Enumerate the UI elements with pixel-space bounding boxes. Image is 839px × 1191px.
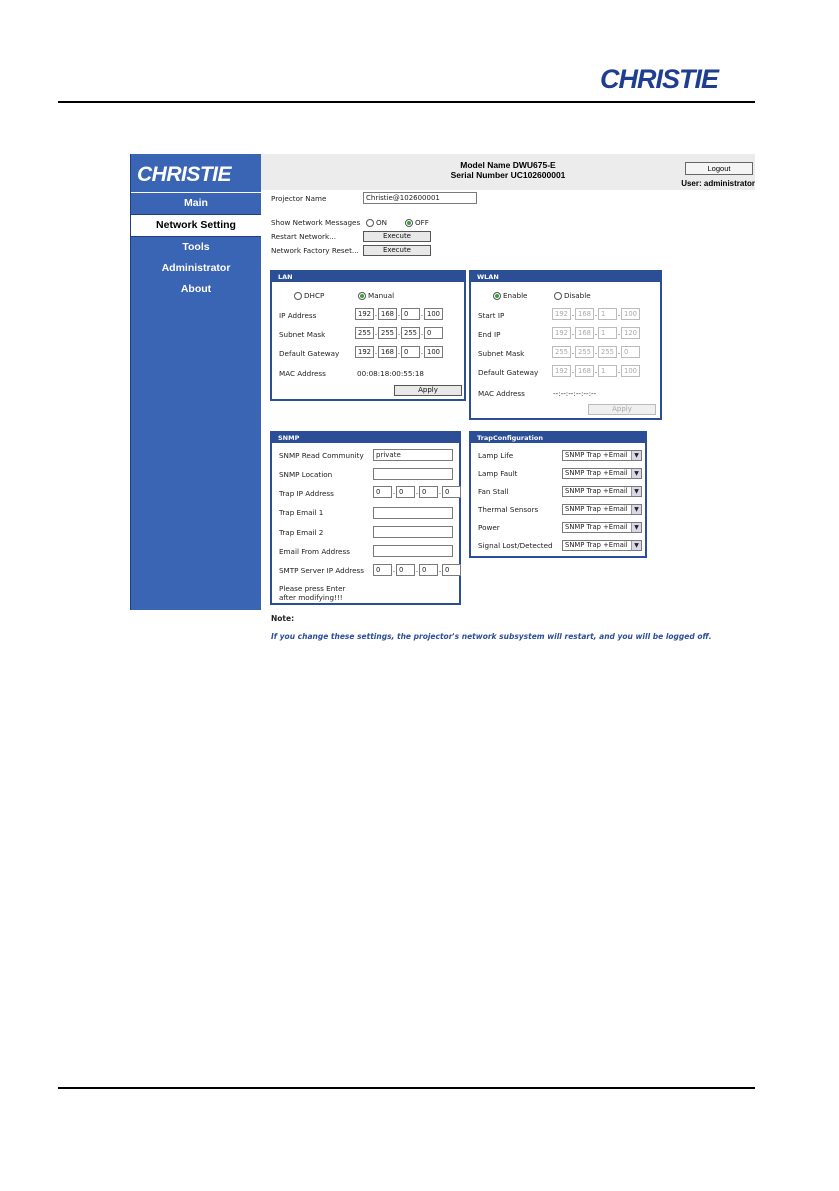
user-label: User: administrator — [681, 179, 755, 188]
ip-octet[interactable]: 255 — [575, 346, 594, 358]
lan-title: LAN — [272, 272, 464, 282]
wlan-disable-radio[interactable] — [554, 292, 562, 300]
ip-octet[interactable]: 168 — [378, 308, 397, 320]
ip-octet[interactable]: 192 — [552, 308, 571, 320]
ip-octet[interactable]: 168 — [575, 308, 594, 320]
chevron-down-icon: ▼ — [631, 487, 641, 496]
lan-ip-input[interactable]: 192 . 168 . 0 . 100 — [355, 309, 443, 319]
logout-button[interactable]: Logout — [685, 162, 753, 175]
ip-octet[interactable]: 100 — [621, 365, 640, 377]
trap-ip-input[interactable]: 0 . 0 . 0 . 0 — [373, 487, 461, 497]
ip-octet[interactable]: 255 — [355, 327, 374, 339]
trap-row-label: Signal Lost/Detected — [478, 541, 553, 550]
wlan-start-ip-input[interactable]: 192 . 168 . 1 . 100 — [552, 309, 640, 319]
lamp-fault-select[interactable]: SNMP Trap +Email ▼ — [562, 468, 642, 479]
ip-octet[interactable]: 168 — [575, 327, 594, 339]
trap-email2-label: Trap Email 2 — [279, 528, 324, 537]
chevron-down-icon: ▼ — [631, 505, 641, 514]
serial-number: Serial Number UC102600001 — [450, 170, 566, 180]
projector-name-input[interactable]: Christie@102600001 — [363, 192, 477, 204]
wlan-title: WLAN — [471, 272, 660, 282]
christie-logo — [600, 64, 760, 92]
wlan-end-ip-input[interactable]: 192 . 168 . 1 . 120 — [552, 328, 640, 338]
model-name: Model Name DWU675-E — [460, 160, 556, 170]
manual-radio[interactable] — [358, 292, 366, 300]
chevron-down-icon: ▼ — [631, 541, 641, 550]
ip-octet[interactable]: 100 — [621, 308, 640, 320]
wlan-mask-input[interactable]: 255 . 255 . 255 . 0 — [552, 347, 640, 357]
snmp-hint-line2: after modifying!!! — [279, 593, 343, 602]
dhcp-radio[interactable] — [294, 292, 302, 300]
snmp-hint-line1: Please press Enter — [279, 584, 346, 593]
trap-email1-input[interactable] — [373, 507, 453, 519]
wlan-disable-label: Disable — [564, 291, 591, 300]
lan-mask-input[interactable]: 255 . 255 . 255 . 0 — [355, 328, 443, 338]
lan-gateway-input[interactable]: 192 . 168 . 0 . 100 — [355, 347, 443, 357]
messages-on-radio[interactable] — [366, 219, 374, 227]
ip-octet[interactable]: 0 — [401, 346, 420, 358]
wlan-enable-radio[interactable] — [493, 292, 501, 300]
footer-rule — [58, 1087, 755, 1089]
trap-email2-input[interactable] — [373, 526, 453, 538]
ip-octet[interactable]: 0 — [396, 564, 415, 576]
fan-stall-select[interactable]: SNMP Trap +Email ▼ — [562, 486, 642, 497]
lamp-life-select[interactable]: SNMP Trap +Email ▼ — [562, 450, 642, 461]
ip-octet[interactable]: 0 — [373, 564, 392, 576]
ip-octet[interactable]: 192 — [552, 365, 571, 377]
ip-octet[interactable]: 0 — [401, 308, 420, 320]
sidebar-item-about[interactable]: About — [180, 283, 212, 295]
snmp-location-label: SNMP Location — [279, 470, 333, 479]
ip-octet[interactable]: 255 — [598, 346, 617, 358]
trap-row-label: Fan Stall — [478, 487, 509, 496]
ip-octet[interactable]: 0 — [442, 564, 461, 576]
show-network-messages-label: Show Network Messages — [271, 218, 361, 227]
trap-row-label: Power — [478, 523, 500, 532]
email-from-label: Email From Address — [279, 547, 350, 556]
lan-apply-button[interactable]: Apply — [394, 385, 462, 396]
sidebar-item-network-setting[interactable]: Network Setting — [131, 214, 261, 237]
signal-lost-select[interactable]: SNMP Trap +Email ▼ — [562, 540, 642, 551]
network-factory-reset-label: Network Factory Reset... — [271, 246, 359, 255]
ip-octet[interactable]: 0 — [419, 564, 438, 576]
messages-on-label: ON — [376, 218, 388, 227]
ip-octet[interactable]: 1 — [598, 308, 617, 320]
manual-label: Manual — [368, 291, 395, 300]
ip-octet[interactable]: 1 — [598, 327, 617, 339]
ip-octet[interactable]: 120 — [621, 327, 640, 339]
snmp-community-label: SNMP Read Community — [279, 451, 364, 460]
smtp-ip-input[interactable]: 0 . 0 . 0 . 0 — [373, 565, 461, 575]
ip-octet[interactable]: 0 — [621, 346, 640, 358]
projector-name-label: Projector Name — [271, 194, 327, 203]
ip-octet[interactable]: 255 — [401, 327, 420, 339]
ip-octet[interactable]: 0 — [419, 486, 438, 498]
ip-octet[interactable]: 168 — [378, 346, 397, 358]
factory-reset-execute-button[interactable]: Execute — [363, 245, 431, 256]
ip-octet[interactable]: 0 — [373, 486, 392, 498]
ip-octet[interactable]: 168 — [575, 365, 594, 377]
chevron-down-icon: ▼ — [631, 451, 641, 460]
ip-octet[interactable]: 192 — [355, 346, 374, 358]
trap-config-title: TrapConfiguration — [471, 433, 645, 443]
wlan-gateway-label: Default Gateway — [478, 368, 539, 377]
wlan-mask-label: Subnet Mask — [478, 349, 525, 358]
dhcp-label: DHCP — [304, 291, 325, 300]
header — [261, 154, 755, 190]
email-from-input[interactable] — [373, 545, 453, 557]
lan-mask-label: Subnet Mask — [279, 330, 326, 339]
thermal-sensors-select[interactable]: SNMP Trap +Email ▼ — [562, 504, 642, 515]
ip-octet[interactable]: 0 — [396, 486, 415, 498]
wlan-mac-label: MAC Address — [478, 389, 525, 398]
christie-logo — [134, 159, 258, 187]
ip-octet[interactable]: 1 — [598, 365, 617, 377]
trap-email1-label: Trap Email 1 — [279, 508, 324, 517]
note-title: Note: — [271, 614, 295, 623]
smtp-ip-label: SMTP Server IP Address — [279, 566, 364, 575]
snmp-title: SNMP — [272, 433, 459, 443]
svg-text:CHRISTIE: CHRISTIE — [137, 163, 232, 186]
power-select[interactable]: SNMP Trap +Email ▼ — [562, 522, 642, 533]
note-text: If you change these settings, the projector's network subsystem will restart, and you will be logged off. — [271, 632, 712, 641]
trap-row-label: Lamp Life — [478, 451, 514, 460]
wlan-apply-button[interactable]: Apply — [588, 404, 656, 415]
restart-network-label: Restart Network... — [271, 232, 336, 241]
chevron-down-icon: ▼ — [631, 523, 641, 532]
device-info — [261, 160, 755, 180]
sidebar-item-main[interactable]: Main — [184, 197, 208, 209]
sidebar-logo — [131, 154, 261, 193]
chevron-down-icon: ▼ — [631, 469, 641, 478]
restart-network-execute-button[interactable]: Execute — [363, 231, 431, 242]
wlan-enable-label: Enable — [503, 291, 528, 300]
wlan-start-ip-label: Start IP — [478, 311, 505, 320]
ip-octet[interactable]: 0 — [424, 327, 443, 339]
trap-ip-label: Trap IP Address — [279, 489, 334, 498]
ip-octet[interactable]: 0 — [442, 486, 461, 498]
svg-text:CHRISTIE: CHRISTIE — [600, 64, 719, 92]
header-rule — [58, 101, 755, 103]
wlan-gateway-input[interactable]: 192 . 168 . 1 . 100 — [552, 366, 640, 376]
messages-off-radio[interactable] — [405, 219, 413, 227]
ip-octet[interactable]: 255 — [378, 327, 397, 339]
ip-octet[interactable]: 192 — [552, 327, 571, 339]
ip-octet[interactable]: 100 — [424, 346, 443, 358]
wlan-mac-value: --:--:--:--:--:-- — [553, 389, 597, 398]
ip-octet[interactable]: 255 — [552, 346, 571, 358]
sidebar-item-administrator[interactable]: Administrator — [161, 262, 231, 274]
snmp-location-input[interactable] — [373, 468, 453, 480]
ip-octet[interactable]: 100 — [424, 308, 443, 320]
trap-row-label: Lamp Fault — [478, 469, 518, 478]
lan-mac-label: MAC Address — [279, 369, 326, 378]
snmp-community-input[interactable]: private — [373, 449, 453, 461]
messages-off-label: OFF — [415, 218, 429, 227]
lan-gateway-label: Default Gateway — [279, 349, 340, 358]
sidebar-item-tools[interactable]: Tools — [182, 241, 210, 253]
trap-row-label: Thermal Sensors — [478, 505, 539, 514]
lan-ip-label: IP Address — [279, 311, 317, 320]
lan-mac-value: 00:08:18:00:55:18 — [357, 369, 424, 378]
sidebar — [130, 154, 261, 610]
wlan-end-ip-label: End IP — [478, 330, 501, 339]
ip-octet[interactable]: 192 — [355, 308, 374, 320]
